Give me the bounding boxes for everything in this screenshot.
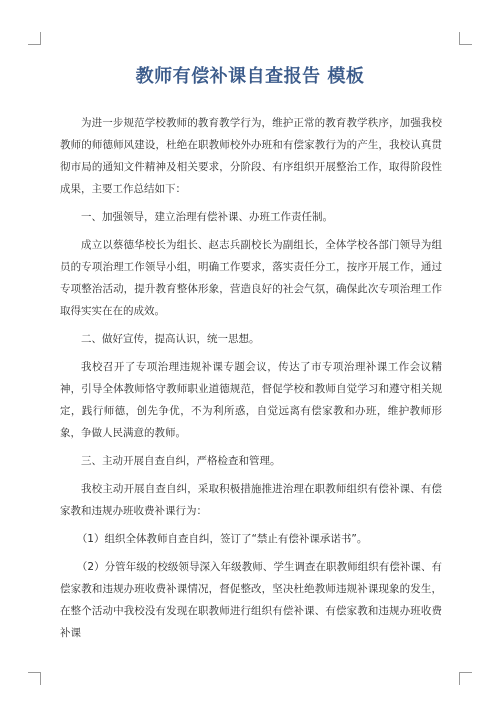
heading-section-2: 二、做好宣传，提高认识，统一思想。 [81,333,260,345]
document-body [60,112,442,650]
heading-section-1: 一、加强领导，建立治理有偿补课、办班工作责任制。 [81,211,333,223]
corner-mark-top-left [28,32,41,45]
paragraph-section-3: 我校主动开展自查自纠，采取积极措施推进治理在职教师组织有偿补课、有偿家教和违规办班收费补课行为： [60,483,442,517]
heading-section-3: 三、主动开展自查自纠，严格检查和管理。 [81,455,281,467]
corner-mark-top-right [459,32,472,45]
paragraph-section-1: 成立以蔡德华校长为组长、赵志兵副校长为副组长，全体学校各部门领导为组员的专项治理工作领导小组，明确工作要求，落实责任分工，按序开展工作，通过专项整治活动，提升教育整体形象，营造良好的社会气氛，确保此次专项治理工作取得实实在在的成效。 [60,239,442,317]
corner-mark-bottom-left [28,672,41,685]
paragraph-intro: 为进一步规范学校教师的教育教学行为，维护正常的教育教学秩序，加强我校教师的师德师风建设，杜绝在职教师校外办班和有偿家教行为的产生，我校认真贯彻市局的通知文件精神及相关要求，分阶段、有序组织开展整治工作，取得阶段性成果，主要工作总结如下： [60,117,442,195]
list-item-1: （1）组织全体教师自查自纠，签订了“禁止有偿补课承诺书”。 [76,533,368,545]
paragraph-section-2: 我校召开了专项治理违规补课专题会议，传达了市专项治理补课工作会议精神，引导全体教师恪守教师职业道德规范，督促学校和教师自觉学习和遵守相关规定，践行师德，创先争优，不为利所惑，自觉远离有偿家教和办班，维护教师形象，争做人民满意的教师。 [60,361,442,439]
list-item-2: （2）分管年级的校级领导深入年级教师、学生调查在职教师组织有偿补课、有偿家教和违规办班收费补课情况，督促整改，坚决杜绝教师违规补课现象的发生，在整个活动中我校没有发现在职教师进行组织有偿补课、有偿家教和违规办班收费补课 [60,561,442,639]
corner-mark-bottom-right [459,672,472,685]
document-title: 教师有偿补课自查报告 模板 [135,66,365,87]
